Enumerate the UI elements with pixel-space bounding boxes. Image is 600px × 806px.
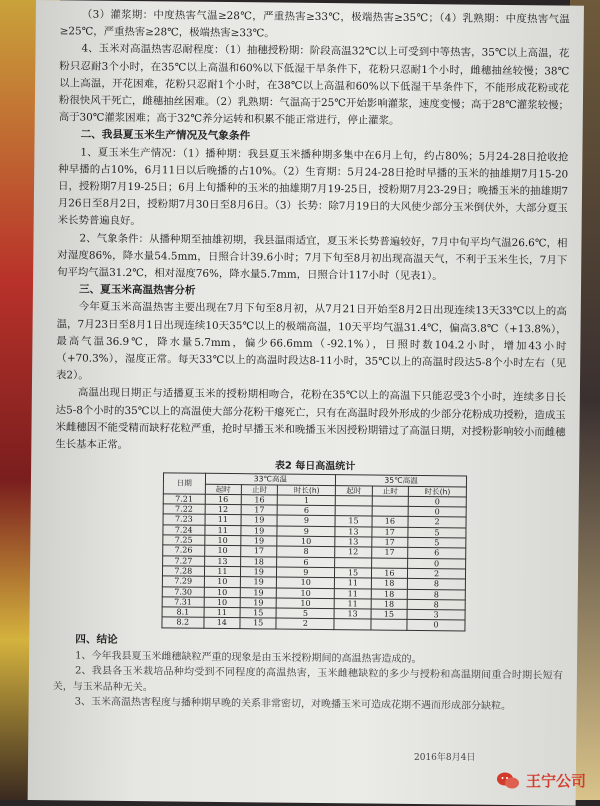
table-cell: 16 — [241, 495, 277, 506]
table-cell: 19 — [240, 577, 276, 588]
table-cell — [334, 619, 370, 630]
table-cell: 14 — [204, 618, 240, 629]
watermark-text: 王宁公司 — [525, 772, 586, 790]
paragraph-analysis-2: 高温出现日期正与适播夏玉米的授粉期相吻合，花粉在35℃以上的高温下只能忍受3个小时，连续多日长达5-8个小时的35℃以上的高温使大部分花粉干瘪死亡，只有在高温时段外形成的少部分花粉成功授粉，造成玉米雌穗因不能受精而缺籽花粒严重，抢时早播玉米和晚播玉米因授粉期错过了高温日期，对授粉影响较小而雌穗生长基本正常。 — [55, 386, 566, 452]
table-cell: 8 — [407, 579, 465, 590]
table-subheader: 时长(h) — [278, 485, 336, 496]
table-cell: 5 — [408, 537, 466, 548]
table-cell — [335, 557, 371, 568]
table-subheader: 止时 — [241, 484, 277, 495]
wechat-icon — [496, 771, 520, 791]
table-cell: 10 — [277, 577, 335, 588]
table-cell: 18 — [371, 599, 407, 610]
daily-heat-table-block — [161, 459, 467, 632]
table-cell: 13 — [335, 537, 371, 548]
table-cell — [336, 496, 372, 507]
table-cell: 7.25 — [163, 535, 205, 546]
table-cell: 15 — [240, 618, 276, 629]
table-cell: 11 — [204, 566, 240, 577]
daily-heat-table — [161, 473, 467, 632]
table-cell: 3 — [407, 610, 465, 621]
table-cell: 13 — [335, 526, 371, 537]
table-row — [162, 617, 465, 630]
paragraph-production: 1、夏玉米生产情况：（1）播种期：我县夏玉米播种期多集中在6月上旬，约占80%；5月24-28日抢收抢种早播的占10%，6月11日以后晚播的占10%。（2）生育期：5月24-28日抢时早播的玉米的抽雄期7月15-20日，授粉期7月19-25日；6月上旬播种的玉米的抽雄期7月19-25日，授粉期7月23-29日；晚播玉米的抽雄期7月26日至8月2日，授粉期7月30日至8月6日。（3）长势：除7月19日的大风使少部分玉米倒伏外，大部分夏玉米长势普遍良好。 — [57, 146, 569, 228]
table-cell: 17 — [241, 546, 277, 557]
paragraph-grain-fill: （3）灌浆期：中度热害气温≥28℃，严重热害≥33℃，极端热害≥35℃；（4）乳熟期：中度热害气温≥25℃，严重热害≥28℃，极端热害≥33℃。 — [59, 8, 570, 40]
table-cell: 0 — [408, 496, 466, 507]
table-cell: 2 — [408, 517, 466, 528]
table-cell: 17 — [371, 537, 407, 548]
table-cell: 8 — [407, 589, 465, 600]
table-title: 表2 每日高温统计 — [274, 460, 356, 473]
table-cell: 11 — [205, 515, 241, 526]
table-cell: 8.1 — [162, 607, 204, 618]
table-cell: 19 — [240, 587, 276, 598]
table-cell: 0 — [408, 558, 466, 569]
table-cell: 16 — [205, 494, 241, 505]
table-cell: 19 — [241, 525, 277, 536]
table-header-date: 日期 — [163, 473, 205, 494]
table-cell: 11 — [204, 607, 240, 618]
table-cell: 10 — [204, 577, 240, 588]
table-cell: 7.31 — [162, 597, 204, 608]
table-cell: 16 — [371, 568, 407, 579]
table-cell: 15 — [335, 516, 371, 527]
paragraph-weather: 2、气象条件：从播种期至抽雄初期，我县温雨适宜，夏玉米长势普遍较好，7月中旬平均气温26.6℃，相对湿度86%，降水量54.5mm，日照合计39.6小时；7月下旬至8月初出现高温天气，不利于玉米生长，7月下旬平均气温31.2℃，相对湿度76%，降水量5.7mm，日照合计117小时（见表1）。 — [57, 232, 568, 283]
table-cell: 11 — [335, 588, 371, 599]
table-cell: 7.23 — [163, 514, 205, 525]
table-cell — [335, 506, 371, 517]
table-cell: 10 — [204, 587, 240, 598]
table-cell: 12 — [205, 504, 241, 515]
table-cell: 7.27 — [163, 556, 205, 567]
table-subheader: 起时 — [336, 485, 372, 496]
table-cell: 11 — [335, 578, 371, 589]
table-cell: 11 — [334, 599, 370, 610]
table-cell: 18 — [371, 578, 407, 589]
watermark — [496, 770, 586, 791]
table-cell: 6 — [408, 548, 466, 559]
table-cell: 11 — [205, 525, 241, 536]
table-cell: 18 — [241, 556, 277, 567]
table-cell: 6 — [278, 505, 336, 516]
table-cell: 5 — [276, 608, 334, 619]
paragraph-heat-tolerance: 4、玉米对高温热害忍耐程度：（1）抽穗授粉期：阶段高温32℃以上可受到中等热害，35℃以上高温，花粉只忍耐3个小时，在35℃以上高温和60%以下低湿干旱条件下，花粉只忍耐1个小时，雌穗抽丝较慢；38℃以上高温，开花困难，花粉只忍耐1个小时，在38℃以上高温和60%以下低湿干旱条件下，不能形成花粉或花粉很快风干死亡，雌穗抽丝困难。（2）乳熟期：气温高于25℃开始影响灌浆，速度变慢；高于28℃灌浆较慢；高于30℃灌浆困难；高于32℃养分运转和积累不能正常进行，停止灌浆。 — [58, 42, 570, 128]
table-cell: 0 — [407, 620, 465, 631]
table-cell: 10 — [204, 535, 240, 546]
table-cell: 16 — [372, 517, 408, 528]
table-cell: 8 — [407, 599, 465, 610]
table-cell: 7.22 — [163, 504, 205, 515]
table-cell: 7.30 — [162, 586, 204, 597]
table-cell: 2 — [276, 618, 334, 629]
table-cell: 17 — [372, 527, 408, 538]
paragraph-analysis-1: 今年夏玉米高温热害主要出现在7月下旬至8月初，从7月21日开始至8月2日出现连续13天33℃以上的高温，7月23日至8月1日出现连续10天35℃以上的极端高温，10天平均气温31.4℃，偏高3.8℃（+13.8%），最高气温36.9℃，降水量5.7mm，偏少66.6mm（-92.1%），日照时数104.2小时，增加43小时（+70.3%），湿度正常。每天33℃以上的高温时段达8-11小时，35℃以上的高温时段达5-8个小时左右（见表2）。 — [56, 300, 567, 382]
table-cell: 8 — [277, 546, 335, 557]
table-cell — [371, 619, 407, 630]
table-cell: 15 — [371, 609, 407, 620]
table-cell: 9 — [277, 567, 335, 578]
table-cell: 10 — [204, 597, 240, 608]
table-cell: 19 — [240, 598, 276, 609]
table-cell: 10 — [204, 546, 240, 557]
table-cell: 5 — [408, 527, 466, 538]
table-cell: 7.21 — [163, 494, 205, 505]
conclusion-item: 1、今年我县夏玉米雌穗缺粒严重的现象是由玉米授粉期间的高温热害造成的。 — [75, 650, 422, 666]
table-cell — [372, 496, 408, 507]
table-cell: 7.24 — [163, 525, 205, 536]
table-cell: 10 — [277, 588, 335, 599]
table-cell: 17 — [241, 505, 277, 516]
document-date: 2016年8月4日 — [414, 753, 476, 763]
table-cell: 15 — [240, 608, 276, 619]
table-cell: 18 — [371, 589, 407, 600]
table-cell: 13 — [334, 609, 370, 620]
table-cell: 10 — [277, 536, 335, 547]
table-cell: 17 — [371, 547, 407, 558]
table-cell: 19 — [241, 536, 277, 547]
table-subheader: 时长(h) — [408, 486, 466, 497]
document-page — [28, 0, 584, 806]
table-cell: 1 — [278, 495, 336, 506]
table-cell: 10 — [277, 598, 335, 609]
table-cell: 7.26 — [163, 545, 205, 556]
table-cell: 7.28 — [162, 566, 204, 577]
table-cell: 2 — [407, 568, 465, 579]
table-header-33c: 33℃高温 — [205, 474, 336, 486]
table-cell: 19 — [240, 567, 276, 578]
section-heading-analysis: 三、夏玉米高温热害分析 — [78, 283, 196, 297]
table-cell: 15 — [335, 568, 371, 579]
table-cell: 8.2 — [162, 617, 204, 628]
conclusion-item: 3、玉米高温热害程度与播种期早晚的关系非常密切，对晚播玉米可造成花期不遇而形成部分缺粒。 — [74, 696, 512, 713]
table-subheader: 止时 — [372, 486, 408, 497]
table-cell: 13 — [204, 556, 240, 567]
table-cell: 9 — [277, 526, 335, 537]
table-cell — [371, 558, 407, 569]
table-cell: 0 — [408, 507, 466, 518]
section-heading-production: 二、我县夏玉米生产情况及气象条件 — [80, 128, 251, 143]
section-heading-conclusion: 四、结论 — [75, 633, 118, 646]
conclusion-item: 2、我县各玉米栽培品种均受到不同程度的高温热害，玉米雌穗缺粒的多少与授粉和高温期间重合时期长短有关，与玉米品种无关。 — [52, 665, 564, 694]
table-subheader: 起时 — [205, 484, 241, 495]
table-cell — [372, 506, 408, 517]
table-cell: 7.29 — [162, 576, 204, 587]
table-cell: 9 — [277, 516, 335, 527]
table-cell: 12 — [335, 547, 371, 558]
table-header-35c: 35℃高温 — [336, 475, 467, 487]
table-cell: 19 — [241, 515, 277, 526]
table-cell: 6 — [277, 557, 335, 568]
table-body — [162, 494, 466, 631]
